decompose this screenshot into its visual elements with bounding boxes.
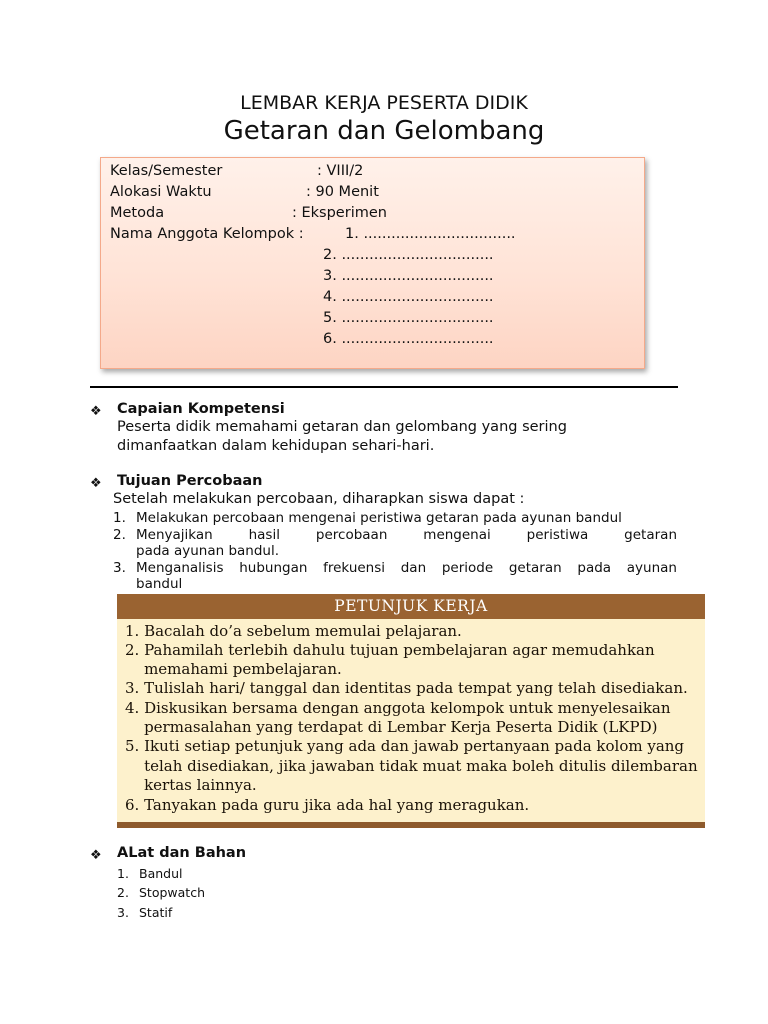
kelas-label: Kelas/Semester xyxy=(110,163,223,179)
document-title: LEMBAR KERJA PESERTA DIDIK xyxy=(240,92,528,114)
list-number: 2. xyxy=(113,527,126,543)
petunjuk-kerja-title: PETUNJUK KERJA xyxy=(117,594,705,619)
member-line: 1. ................................. xyxy=(345,226,516,242)
member-line: 3. ................................. xyxy=(323,268,494,284)
petunjuk-line: kertas lainnya. xyxy=(125,776,257,794)
tujuan-heading: Tujuan Percobaan xyxy=(117,473,263,489)
tujuan-item-continued: bandul xyxy=(136,576,183,592)
diamond-bullet-icon: ❖ xyxy=(90,848,102,863)
list-number: 2. xyxy=(117,885,129,900)
petunjuk-line: 5. Ikuti setiap petunjuk yang ada dan jawab pertanyaan pada kolom yang xyxy=(125,737,685,755)
diamond-bullet-icon: ❖ xyxy=(90,476,102,491)
metoda-value: : Eksperimen xyxy=(292,205,387,221)
petunjuk-line: 3. Tulislah hari/ tanggal dan identitas pada tempat yang telah disediakan. xyxy=(125,679,688,697)
panel-bottom-border xyxy=(117,822,705,828)
alat-heading: ALat dan Bahan xyxy=(117,845,247,861)
alokasi-value: : 90 Menit xyxy=(306,184,379,200)
petunjuk-line: memahami pembelajaran. xyxy=(125,660,342,678)
member-line: 6. ................................. xyxy=(323,331,494,347)
capaian-text-line: Peserta didik memahami getaran dan gelombang yang sering xyxy=(117,419,567,435)
petunjuk-line: 2. Pahamilah terlebih dahulu tujuan pembelajaran agar memudahkan xyxy=(125,641,655,659)
tujuan-item: Menganalisis hubungan frekuensi dan periode getaran pada ayunan xyxy=(136,560,677,576)
tujuan-intro: Setelah melakukan percobaan, diharapkan siswa dapat : xyxy=(113,491,525,507)
member-line: 2. ................................. xyxy=(323,247,494,263)
tujuan-item-continued: pada ayunan bandul. xyxy=(136,543,280,559)
document-subtitle: Getaran dan Gelombang xyxy=(223,116,545,146)
list-number: 3. xyxy=(117,905,129,920)
identity-box xyxy=(100,157,645,369)
petunjuk-line: 1. Bacalah do’a sebelum memulai pelajaran. xyxy=(125,622,462,640)
alat-item: Bandul xyxy=(139,866,183,881)
member-line: 5. ................................. xyxy=(323,310,494,326)
member-line: 4. ................................. xyxy=(323,289,494,305)
divider-line xyxy=(90,386,678,388)
tujuan-item: Melakukan percobaan mengenai peristiwa getaran pada ayunan bandul xyxy=(136,510,622,526)
metoda-label: Metoda xyxy=(110,205,165,221)
diamond-bullet-icon: ❖ xyxy=(90,404,102,419)
petunjuk-kerja-panel xyxy=(117,594,705,828)
petunjuk-line: permasalahan yang terdapat di Lembar Kerja Peserta Didik (LKPD) xyxy=(125,718,658,736)
petunjuk-line: 4. Diskusikan bersama dengan anggota kelompok untuk menyelesaikan xyxy=(125,699,671,717)
list-number: 1. xyxy=(117,866,129,881)
alat-item: Statif xyxy=(139,905,173,920)
tujuan-item: Menyajikan hasil percobaan mengenai peristiwa getaran xyxy=(136,527,677,543)
kelas-value: : VIII/2 xyxy=(317,163,364,179)
anggota-label: Nama Anggota Kelompok : xyxy=(110,226,304,242)
capaian-text-line: dimanfaatkan dalam kehidupan sehari-hari. xyxy=(117,438,435,454)
list-number: 1. xyxy=(113,510,126,526)
capaian-heading: Capaian Kompetensi xyxy=(117,401,285,417)
alokasi-label: Alokasi Waktu xyxy=(110,184,212,200)
petunjuk-line: telah disediakan, jika jawaban tidak muat maka boleh ditulis dilembaran xyxy=(125,757,698,775)
alat-item: Stopwatch xyxy=(139,885,205,900)
list-number: 3. xyxy=(113,560,126,576)
petunjuk-line: 6. Tanyakan pada guru jika ada hal yang meragukan. xyxy=(125,796,530,814)
